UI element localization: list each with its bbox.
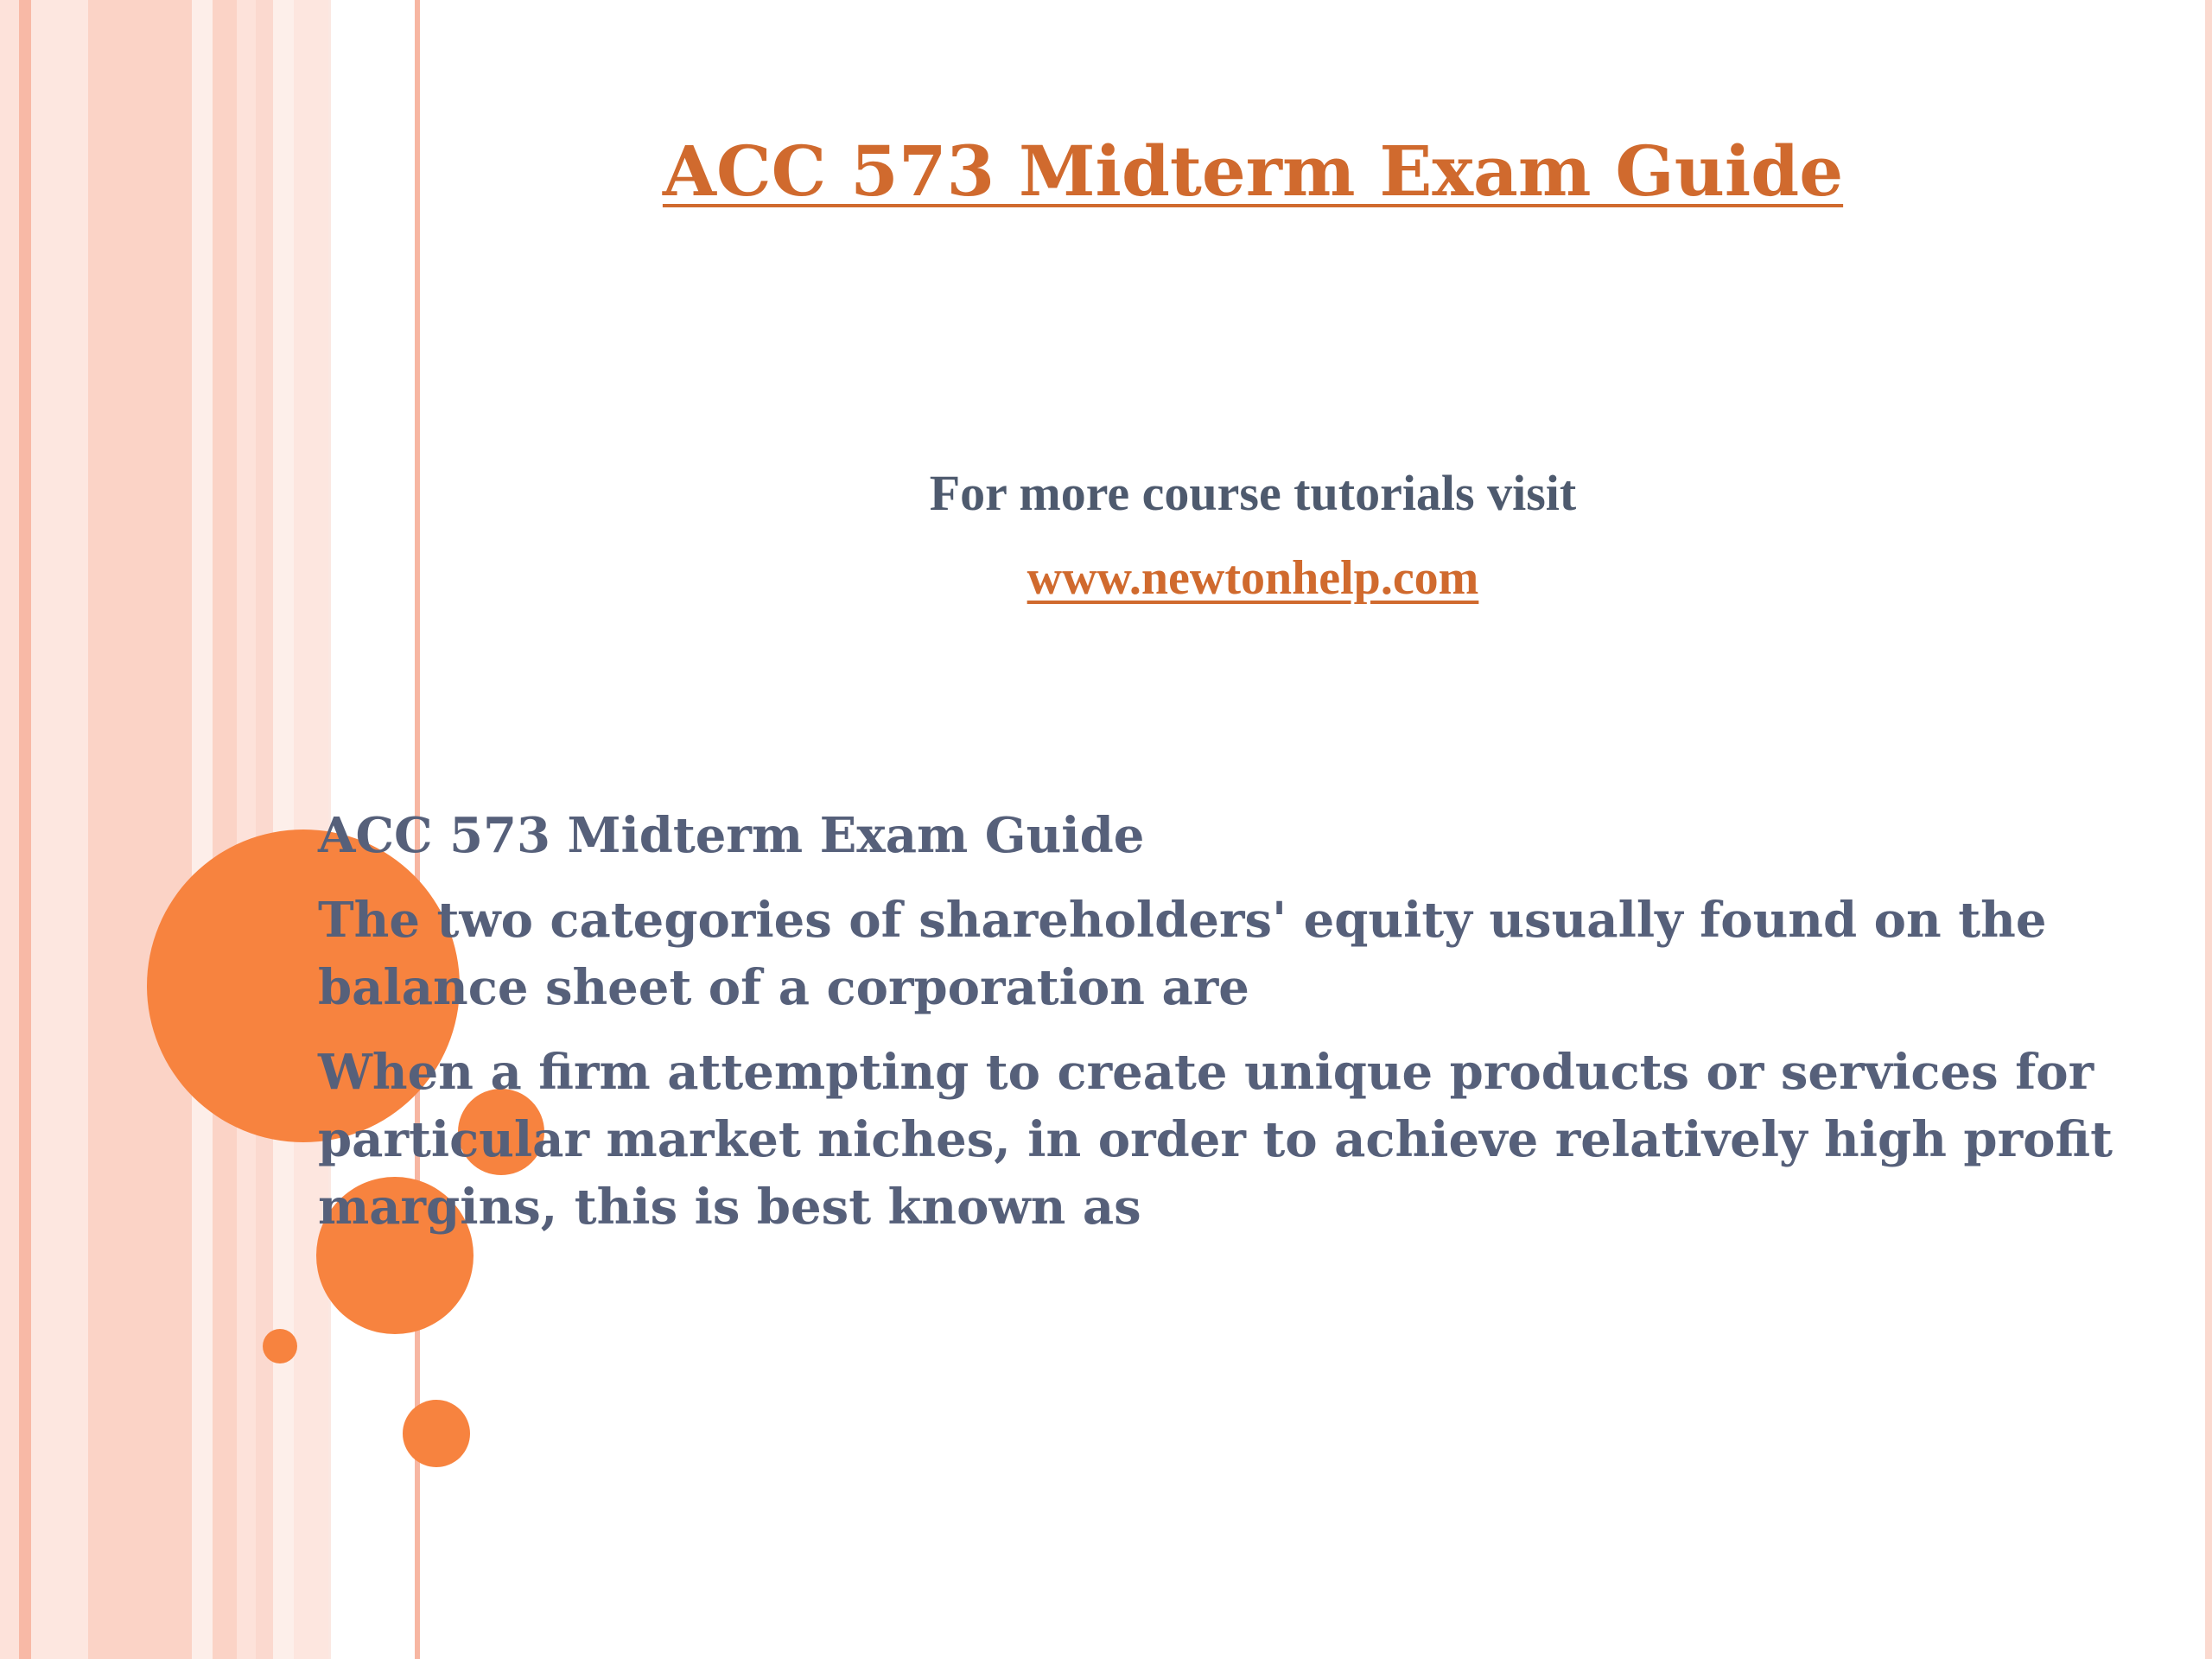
slide-body	[318, 802, 2193, 1258]
decor-circle-tiny	[263, 1329, 297, 1363]
slide-subtitle: For more course tutorials visit	[929, 465, 1577, 521]
decor-stripe	[31, 0, 88, 1659]
decor-stripe	[0, 0, 19, 1659]
decor-stripe	[213, 0, 237, 1659]
decor-stripe	[192, 0, 213, 1659]
decor-right-edge	[2205, 0, 2212, 1659]
decor-stripe	[19, 0, 31, 1659]
decor-stripe	[237, 0, 256, 1659]
body-paragraph-1: The two categories of shareholders' equity usually found on the balance sheet of a corporation are	[318, 892, 2047, 1016]
body-paragraph-2: When a firm attempting to create unique products or services for particular market niches, in order to achieve relatively high profit margins, this is best known as	[318, 1044, 2113, 1236]
decor-stripe	[88, 0, 192, 1659]
decor-circle-small-bottom	[403, 1400, 470, 1467]
body-heading: ACC 573 Midterm Exam Guide	[318, 807, 1145, 864]
slide-title: ACC 573 Midterm Exam Guide	[662, 130, 1844, 212]
decor-stripe	[256, 0, 273, 1659]
website-link[interactable]: www.newtonhelp.com	[1027, 551, 1479, 605]
